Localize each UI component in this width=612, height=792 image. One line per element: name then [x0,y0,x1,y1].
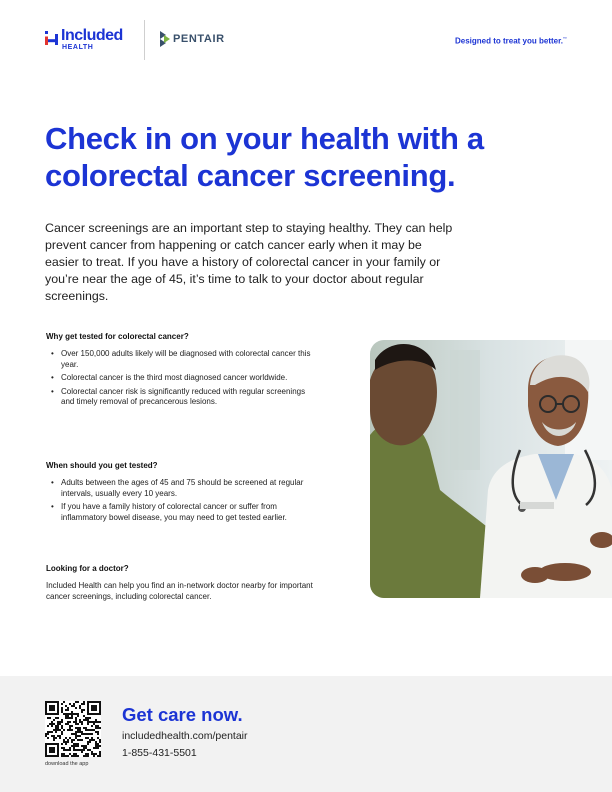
tagline-text: Designed to treat you better. [454,36,563,46]
page-header [0,0,612,80]
section-body: Included Health can help you find an in-network doctor nearby for important cancer screenings, including colorectal cancer. [46,581,313,601]
intro-paragraph: Cancer screenings are an important step to staying healthy. They can help prevent cancer from happening or catch cancer early when it may be easier to treat. If you have a history of colorectal cancer in your family or you’re near the age of 45, it’s time to talk to your doctor about regular screenings. [45,221,453,303]
list-item: • Colorectal cancer risk is significantly reduced with regular screenings and timely removal of precancerous lesions. [46,387,314,408]
section-heading: Why get tested for colorectal cancer? [46,332,189,341]
list-item: • Over 150,000 adults likely will be diagnosed with colorectal cancer this year. [46,349,314,370]
list-item: • Adults between the ages of 45 and 75 should be screened at regular intervals, usually every 10 years. [46,478,314,499]
list-item: • Colorectal cancer is the third most diagnosed cancer worldwide. [46,373,314,384]
included-health-logo-icon [45,31,59,45]
pentair-logo-word: PENTAIR [173,33,225,45]
section-heading: When should you get tested? [46,461,158,470]
trademark-mark: ™ [563,36,567,41]
phone-number[interactable]: 1-855-431-5501 [122,747,197,759]
included-logo-word: Included [61,27,123,44]
list-item: • If you have a family history of colorectal cancer or suffer from inflammatory bowel disease, you may need to get tested earlier. [46,502,314,523]
bullet-list [46,478,314,523]
page-footer [0,676,612,792]
tagline [455,34,567,47]
website-link[interactable]: includedhealth.com/pentair [122,730,248,742]
included-logo-sub: HEALTH [62,44,94,51]
logo-divider [144,20,145,60]
doctor-patient-photo [370,340,612,598]
bullet-list [46,349,314,408]
page-title: Check in on your health with a colorectal cancer screening. [45,121,484,193]
pentair-logo-icon [157,30,171,48]
find-doctor-section [46,564,314,602]
included-health-logo [45,27,137,53]
qr-caption: download the app [45,761,89,767]
get-care-heading: Get care now. [122,704,243,725]
section-heading: Looking for a doctor? [46,564,129,573]
why-get-tested-section [46,332,314,411]
qr-code[interactable] [45,701,101,757]
when-to-test-section [46,461,314,526]
